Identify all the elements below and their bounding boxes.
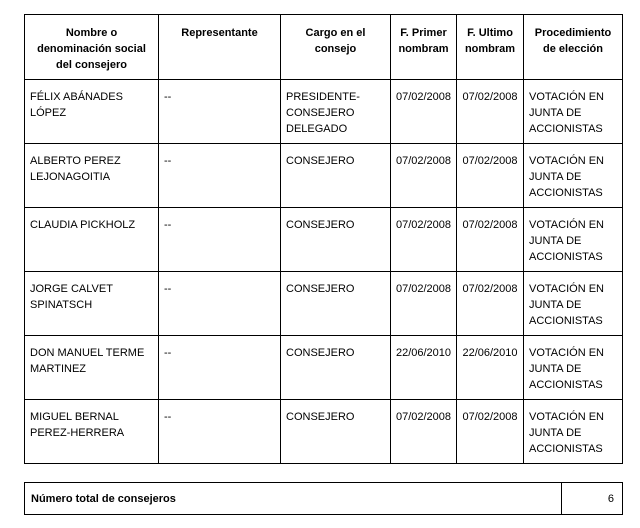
- cell-position: CONSEJERO: [281, 272, 391, 336]
- table-row: [25, 336, 623, 400]
- cell-representative: --: [159, 400, 281, 464]
- total-directors-table: [24, 482, 623, 515]
- header-name: Nombre o denominación social del consejero: [25, 15, 159, 80]
- header-position: Cargo en el consejo: [281, 15, 391, 80]
- cell-name: JORGE CALVET SPINATSCH: [25, 272, 159, 336]
- cell-name: ALBERTO PEREZ LEJONAGOITIA: [25, 144, 159, 208]
- table-row: [25, 400, 623, 464]
- cell-first-appointment: 07/02/2008: [391, 272, 457, 336]
- cell-election-procedure: VOTACIÓN EN JUNTA DE ACCIONISTAS: [524, 336, 623, 400]
- header-last-appointment: F. Ultimo nombram: [457, 15, 524, 80]
- cell-position: CONSEJERO: [281, 400, 391, 464]
- cell-name: CLAUDIA PICKHOLZ: [25, 208, 159, 272]
- cell-last-appointment: 07/02/2008: [457, 80, 524, 144]
- cell-position: CONSEJERO: [281, 208, 391, 272]
- cell-representative: --: [159, 80, 281, 144]
- cell-election-procedure: VOTACIÓN EN JUNTA DE ACCIONISTAS: [524, 272, 623, 336]
- cell-name: FÉLIX ABÁNADES LÓPEZ: [25, 80, 159, 144]
- cell-last-appointment: 07/02/2008: [457, 144, 524, 208]
- header-election-procedure: Procedimiento de elección: [524, 15, 623, 80]
- cell-last-appointment: 07/02/2008: [457, 400, 524, 464]
- cell-representative: --: [159, 272, 281, 336]
- cell-representative: --: [159, 208, 281, 272]
- cell-last-appointment: 07/02/2008: [457, 272, 524, 336]
- cell-name: DON MANUEL TERME MARTINEZ: [25, 336, 159, 400]
- cell-representative: --: [159, 336, 281, 400]
- cell-position: CONSEJERO: [281, 336, 391, 400]
- cell-last-appointment: 22/06/2010: [457, 336, 524, 400]
- header-representative: Representante: [159, 15, 281, 80]
- cell-election-procedure: VOTACIÓN EN JUNTA DE ACCIONISTAS: [524, 400, 623, 464]
- cell-representative: --: [159, 144, 281, 208]
- cell-election-procedure: VOTACIÓN EN JUNTA DE ACCIONISTAS: [524, 208, 623, 272]
- cell-position: PRESIDENTE-CONSEJERO DELEGADO: [281, 80, 391, 144]
- total-label: Número total de consejeros: [25, 483, 562, 515]
- cell-first-appointment: 07/02/2008: [391, 144, 457, 208]
- cell-name: MIGUEL BERNAL PEREZ-HERRERA: [25, 400, 159, 464]
- table-row: [25, 144, 623, 208]
- cell-last-appointment: 07/02/2008: [457, 208, 524, 272]
- cell-position: CONSEJERO: [281, 144, 391, 208]
- cell-election-procedure: VOTACIÓN EN JUNTA DE ACCIONISTAS: [524, 144, 623, 208]
- table-row: [25, 80, 623, 144]
- cell-first-appointment: 07/02/2008: [391, 208, 457, 272]
- table-row: [25, 272, 623, 336]
- table-header-row: [25, 15, 623, 80]
- total-row: [25, 483, 623, 515]
- table-row: [25, 208, 623, 272]
- cell-election-procedure: VOTACIÓN EN JUNTA DE ACCIONISTAS: [524, 80, 623, 144]
- total-value: 6: [562, 483, 623, 515]
- header-first-appointment: F. Primer nombram: [391, 15, 457, 80]
- board-members-table: [24, 14, 623, 464]
- cell-first-appointment: 07/02/2008: [391, 80, 457, 144]
- cell-first-appointment: 07/02/2008: [391, 400, 457, 464]
- cell-first-appointment: 22/06/2010: [391, 336, 457, 400]
